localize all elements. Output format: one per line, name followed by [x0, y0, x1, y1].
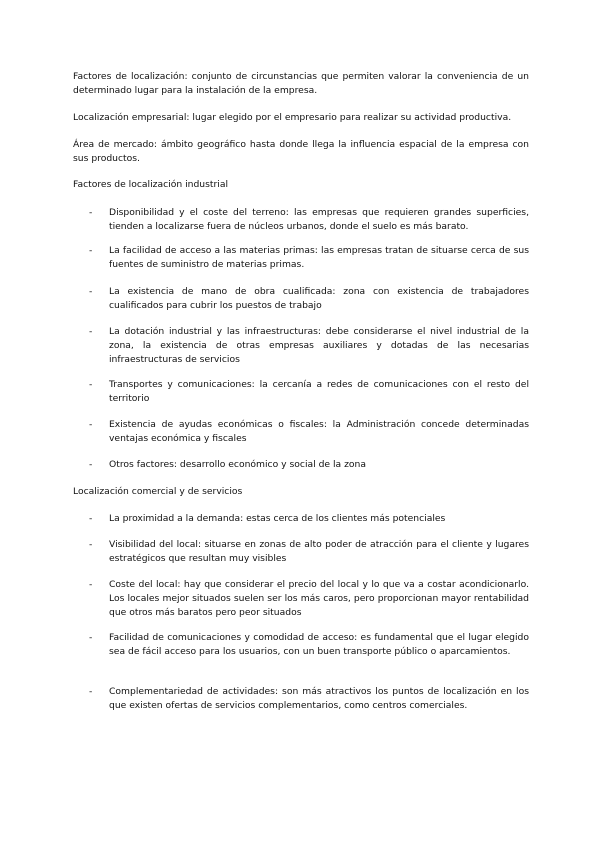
list-item-text: Transportes y comunicaciones: la cercanía a redes de comunicaciones con el resto del territorio	[109, 379, 529, 404]
definition-area-mercado: Área de mercado: ámbito geográfico hasta donde llega la influencia espacial de la empresa con sus productos.	[73, 139, 529, 164]
list-item	[89, 631, 529, 659]
list-item-text: Facilidad de comunicaciones y comodidad de acceso: es fundamental que el lugar elegido sea de fácil acceso para los usuarios, con un buen transporte público o aparcamientos.	[109, 632, 529, 657]
list-item	[89, 244, 529, 272]
definition-localizacion-empresarial: Localización empresarial: lugar elegido por el empresario para realizar su actividad productiva.	[73, 112, 512, 123]
definition-factores-localizacion: Factores de localización: conjunto de circunstancias que permiten valorar la conveniencia de un determinado lugar para la instalación de la empresa.	[73, 71, 529, 96]
bullet-dash: -	[89, 326, 93, 337]
list-item-text: La proximidad a la demanda: estas cerca de los clientes más potenciales	[109, 513, 446, 524]
list-item	[89, 458, 529, 472]
bullet-dash: -	[89, 419, 93, 430]
list-item	[89, 685, 529, 713]
bullet-dash: -	[89, 513, 93, 524]
section-title-comercial: Localización comercial y de servicios	[73, 486, 243, 497]
list-item	[89, 418, 529, 446]
bullet-dash: -	[89, 245, 93, 256]
list-item-text: Otros factores: desarrollo económico y social de la zona	[109, 459, 367, 470]
list-item-text: Coste del local: hay que considerar el precio del local y lo que va a costar acondicionarlo. Los locales mejor situados suelen ser los más caros, pero proporcionan mayor rentabilidad que otros más baratos pero peor situados	[109, 579, 529, 618]
bullet-dash: -	[89, 539, 93, 550]
list-item	[89, 538, 529, 566]
bullet-dash: -	[89, 207, 93, 218]
list-item	[89, 378, 529, 406]
bullet-dash: -	[89, 379, 93, 390]
list-item	[89, 578, 529, 620]
bullet-dash: -	[89, 459, 93, 470]
list-item-text: La facilidad de acceso a las materias primas: las empresas tratan de situarse cerca de sus fuentes de suministro de materias primas.	[109, 245, 529, 270]
bullet-dash: -	[89, 579, 93, 590]
list-item-text: La dotación industrial y las infraestructuras: debe considerarse el nivel industrial de la zona, la existencia de otras empresas auxiliares y dotadas de las necesarias infraestructuras de servicios	[109, 326, 529, 365]
list-item-text: La existencia de mano de obra cualificada: zona con existencia de trabajadores cualificados para cubrir los puestos de trabajo	[109, 286, 529, 311]
bullet-dash: -	[89, 686, 93, 697]
bullet-dash: -	[89, 286, 93, 297]
list-item-text: Existencia de ayudas económicas o fiscales: la Administración concede determinadas ventajas económica y fiscales	[109, 419, 529, 444]
list-item	[89, 285, 529, 313]
bullet-dash: -	[89, 632, 93, 643]
list-item	[89, 512, 529, 526]
list-item-text: Disponibilidad y el coste del terreno: las empresas que requieren grandes superficies, tienden a localizarse fuera de núcleos urbanos, donde el suelo es más barato.	[109, 207, 529, 232]
list-item	[89, 206, 529, 234]
list-item	[89, 325, 529, 367]
list-item-text: Visibilidad del local: situarse en zonas de alto poder de atracción para el cliente y lugares estratégicos que resultan muy visibles	[109, 539, 529, 564]
section-title-industrial: Factores de localización industrial	[73, 179, 228, 190]
list-item-text: Complementariedad de actividades: son más atractivos los puntos de localización en los que existen ofertas de servicios complementarios, como centros comerciales.	[109, 686, 529, 711]
